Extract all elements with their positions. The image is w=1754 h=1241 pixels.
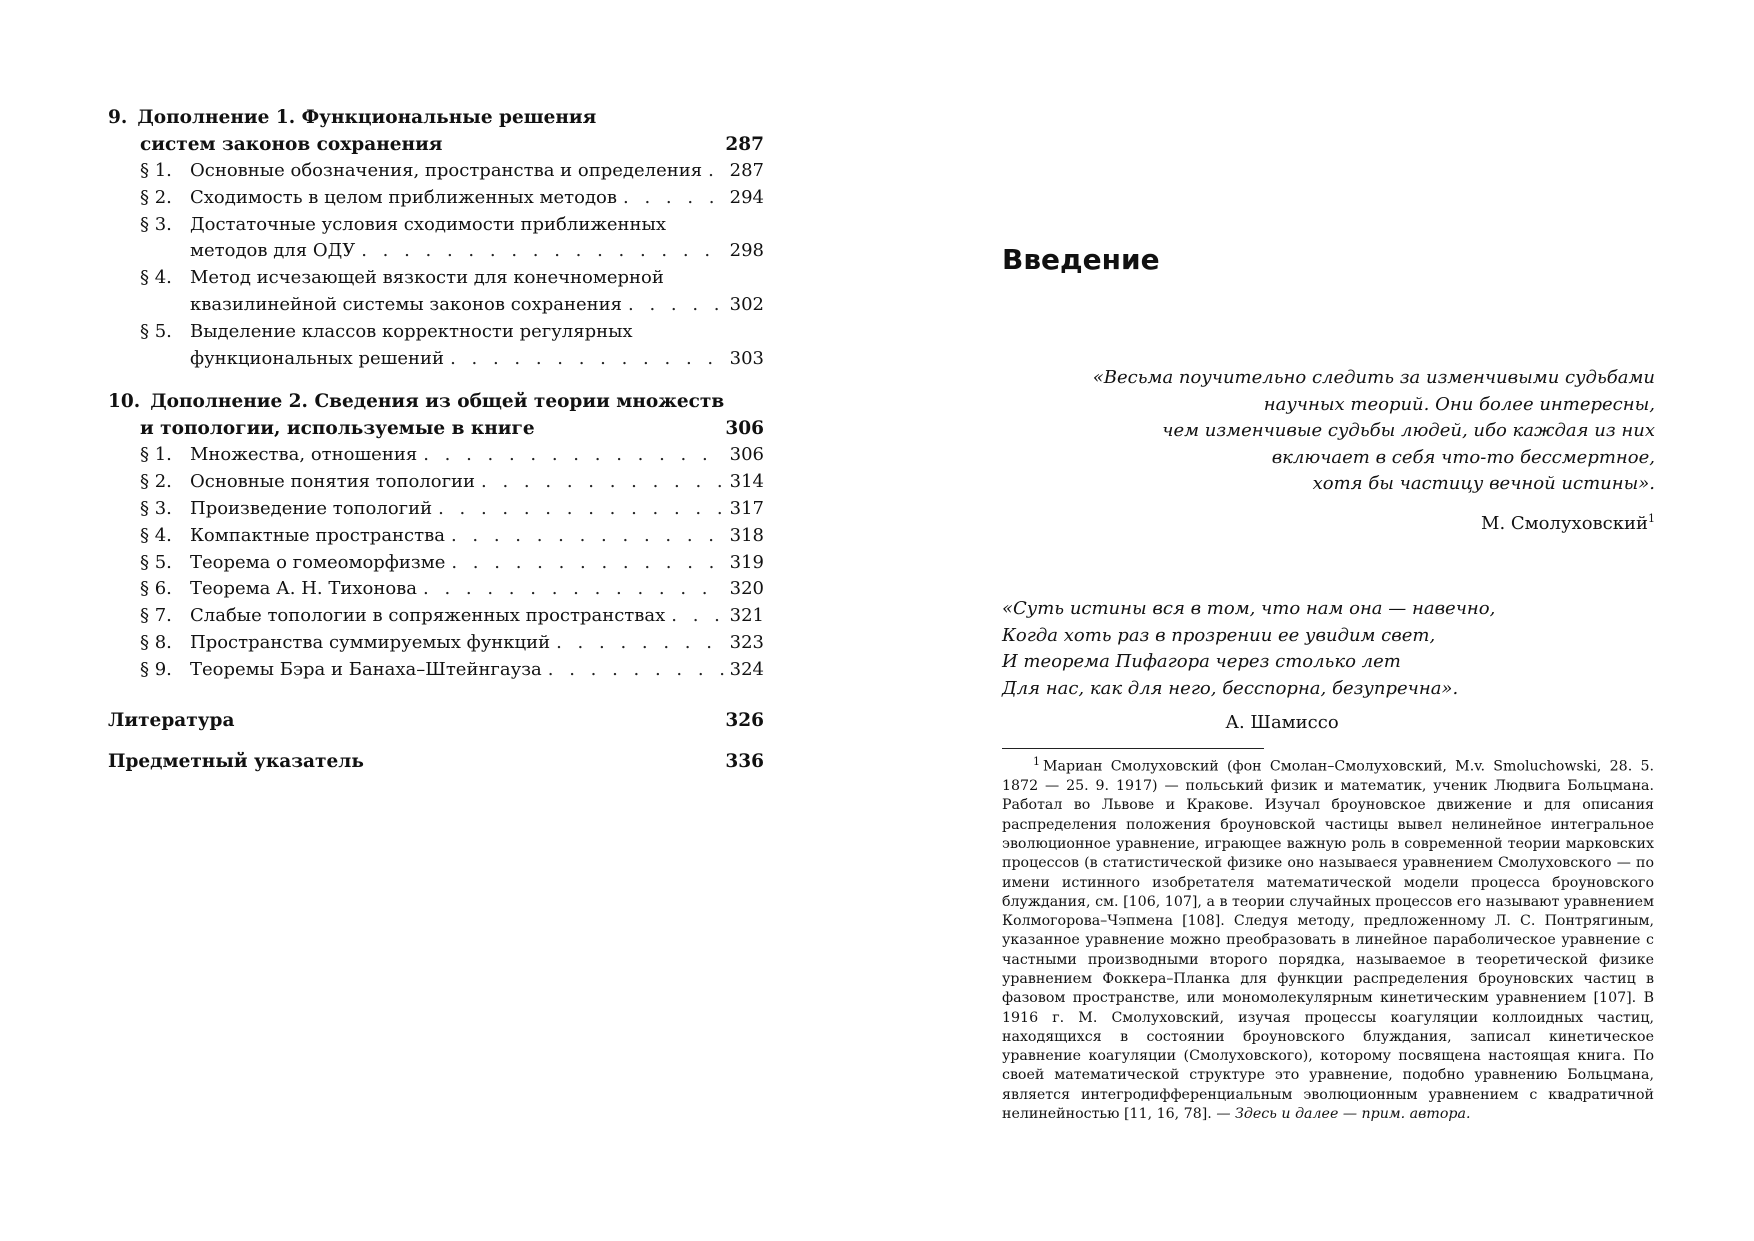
- section-page: 287: [729, 160, 764, 181]
- section-page: 321: [729, 605, 764, 627]
- toc-entry[interactable]: [108, 576, 764, 603]
- dot-leader: [708, 158, 724, 185]
- footnote-number: 1: [1033, 755, 1040, 768]
- section-page: 317: [729, 497, 764, 519]
- section-number: § 3.: [140, 497, 172, 519]
- footnote-tail: — Здесь и далее — прим. автора.: [1216, 1106, 1471, 1123]
- section-title: Пространства суммируемых функций: [190, 631, 551, 653]
- section-title: функциональных решений: [190, 347, 445, 369]
- right-page: [877, 0, 1754, 1241]
- section-title: Основные обозначения, пространства и определения: [190, 160, 703, 181]
- footnote: [1002, 752, 1654, 1124]
- chapter-page: 306: [725, 418, 764, 440]
- section-page: 324: [729, 658, 764, 680]
- section-page: 323: [729, 631, 764, 653]
- dot-leader: [671, 603, 724, 630]
- dot-leader: [423, 576, 724, 603]
- epigraph-line: включает в себя что-то бессмертное,: [1271, 446, 1655, 468]
- section-number: § 9.: [140, 658, 172, 680]
- epigraph-line: научных теорий. Они более интересны,: [1263, 393, 1655, 415]
- chapter-number: 9.: [108, 107, 128, 128]
- toc-entry[interactable]: [108, 185, 764, 212]
- toc-entry[interactable]: [108, 496, 764, 523]
- dot-leader: [438, 496, 724, 523]
- epigraph-chamisso: [1002, 596, 1562, 737]
- toc-entry[interactable]: [108, 265, 764, 319]
- section-number: § 8.: [140, 631, 172, 653]
- section-title: Выделение классов корректности регулярных: [190, 320, 633, 342]
- section-title: Произведение топологий: [190, 497, 433, 519]
- section-title: методов для ОДУ: [190, 240, 356, 262]
- index-title: Предметный указатель: [108, 750, 364, 772]
- toc-entry[interactable]: [108, 603, 764, 630]
- page-title: Введение: [1002, 243, 1160, 276]
- epigraph-line: «Суть истины вся в том, что нам она — навечно,: [1002, 598, 1496, 619]
- toc-entry[interactable]: [108, 319, 764, 373]
- section-page: 306: [729, 444, 764, 466]
- toc-entry[interactable]: [108, 212, 764, 266]
- section-page: 298: [729, 240, 764, 262]
- toc-entry[interactable]: [108, 469, 764, 496]
- dot-leader: [450, 346, 724, 373]
- dot-leader: [451, 523, 724, 550]
- epigraph-line: хотя бы частицу вечной истины».: [1312, 473, 1655, 494]
- chapter-page: 287: [725, 134, 764, 155]
- dot-leader: [481, 469, 724, 496]
- index-page: 336: [725, 750, 764, 772]
- chapter-title: Дополнение 1. Функциональные решения: [137, 107, 597, 128]
- epigraph-line: Когда хоть раз в прозрении ее увидим свет,: [1002, 624, 1436, 646]
- section-page: 314: [729, 471, 764, 493]
- toc-entry[interactable]: [108, 158, 764, 185]
- epigraph-line: «Весьма поучительно следить за изменчивыми судьбами: [1092, 367, 1655, 388]
- toc-entry[interactable]: [108, 550, 764, 577]
- epigraph-line: Для нас, как для него, бесспорна, безупречна».: [1002, 677, 1459, 699]
- footnote-mark[interactable]: 1: [1648, 511, 1655, 525]
- section-list: [108, 158, 764, 372]
- dot-leader: [423, 442, 724, 469]
- section-page: 319: [729, 551, 764, 573]
- chapter-heading: [108, 388, 764, 442]
- section-list: [108, 442, 764, 683]
- section-page: 320: [729, 578, 764, 600]
- dot-leader: [556, 630, 724, 657]
- section-title: Множества, отношения: [190, 444, 418, 466]
- chapter-title-cont: систем законов сохранения: [140, 134, 443, 155]
- toc-entry[interactable]: [108, 657, 764, 684]
- section-page: 294: [729, 186, 764, 208]
- section-title: Основные понятия топологии: [190, 471, 476, 493]
- section-title: Сходимость в целом приближенных методов: [190, 186, 618, 208]
- section-number: § 5.: [140, 320, 172, 342]
- dot-leader: [623, 185, 724, 212]
- epigraph-author: М. Смолуховский$^1$: [1481, 511, 1655, 534]
- section-number: § 2.: [140, 186, 172, 208]
- section-title: Теорема А. Н. Тихонова: [190, 578, 418, 600]
- epigraph-author: А. Шамиссо: [1225, 712, 1339, 733]
- section-page: 302: [729, 293, 764, 315]
- section-number: § 1.: [140, 444, 172, 466]
- chapter-number: 10.: [108, 391, 141, 413]
- chapter-heading: [108, 104, 764, 158]
- section-page: 303: [729, 347, 764, 369]
- table-of-contents: [108, 104, 764, 772]
- toc-entry[interactable]: [108, 630, 764, 657]
- literature-page: 326: [725, 709, 764, 731]
- section-title: Теоремы Бэра и Банаха–Штейнгауза: [190, 658, 542, 680]
- section-title: квазилинейной системы законов сохранения: [190, 293, 623, 315]
- dot-leader: [451, 550, 724, 577]
- chapter-title: Дополнение 2. Сведения из общей теории множеств: [150, 391, 725, 413]
- epigraph-line: чем изменчивые судьбы людей, ибо каждая из них: [1162, 420, 1655, 441]
- section-page: 318: [729, 524, 764, 546]
- toc-chapter-10: [108, 388, 764, 683]
- toc-chapter-9: [108, 104, 764, 372]
- section-number: § 4.: [140, 524, 172, 546]
- toc-entry[interactable]: [108, 442, 764, 469]
- dot-leader: [361, 238, 724, 265]
- toc-literature: [108, 710, 764, 731]
- dot-leader: [548, 657, 724, 684]
- toc-index: [108, 751, 764, 772]
- section-title: Слабые топологии в сопряженных пространствах: [190, 605, 666, 627]
- section-number: § 3.: [140, 213, 172, 235]
- section-number: § 2.: [140, 471, 172, 493]
- chapter-title-cont: и топологии, используемые в книге: [140, 418, 535, 440]
- section-title: Компактные пространства: [190, 524, 445, 546]
- footnote-text: Мариан Смолуховский (фон Смолан–Смолуховский, M.v. Smoluchowski, 28. 5. 1872 — 25. 9. 1917) — польський физик и математик, ученик Людвига Больцмана. Работал во Львове и Кракове. Изучал броуновское движение и для описания распределения положения броуновской частицы вывел нелинейное интегральное эволюционное уравнение, играющее важную роль в современной теории марковских процессов (в статистической физике оно называеся уравнением Смолуховского — по имени истинного изобретателя математической модели процесса броуновского блуждания, см. [106, 107], а в теории случайных процессов его называют уравнением Колмогорова–Чэпмена [108]. Следуя методу, предложенному Л. С. Понтрягиным, указанное уравнение можно преобразовать в линейное параболическое уравнение с частными производными второго порядка, называемое в теоретической физике уравнением Фоккера–Планка для функции распределения броуновских частиц в фазовом пространстве, или мономолекулярным кинетическим уравнением [107]. В 1916 г. М. Смолуховский, изучая процессы коагуляции коллоидных частиц, находящихся в состоянии броуновского блуждания, записал кинетическое уравнение коагуляции (Смолуховского), которому посвящена настоящая книга. По своей математической структуре это уравнение, подобно уравнению Больцмана, является интегродифференциальным эволюционным уравнением с квадратичной нелинейностью [11, 16, 78].: [1002, 758, 1654, 1123]
- section-number: § 5.: [140, 551, 172, 573]
- epigraph-smoluchowski: [877, 365, 1655, 537]
- epigraph-line: И теорема Пифагора через столько лет: [1002, 651, 1401, 672]
- dot-leader: [628, 292, 724, 319]
- section-number: § 6.: [140, 578, 172, 600]
- section-number: § 1.: [140, 160, 172, 181]
- section-title: Достаточные условия сходимости приближенных: [190, 213, 666, 235]
- footnote-rule: [1002, 748, 1264, 749]
- section-title: Теорема о гомеоморфизме: [190, 551, 446, 573]
- toc-entry[interactable]: [108, 523, 764, 550]
- section-number: § 4.: [140, 267, 172, 289]
- section-number: § 7.: [140, 605, 172, 627]
- literature-title: Литература: [108, 709, 235, 731]
- section-title: Метод исчезающей вязкости для конечномерной: [190, 267, 664, 289]
